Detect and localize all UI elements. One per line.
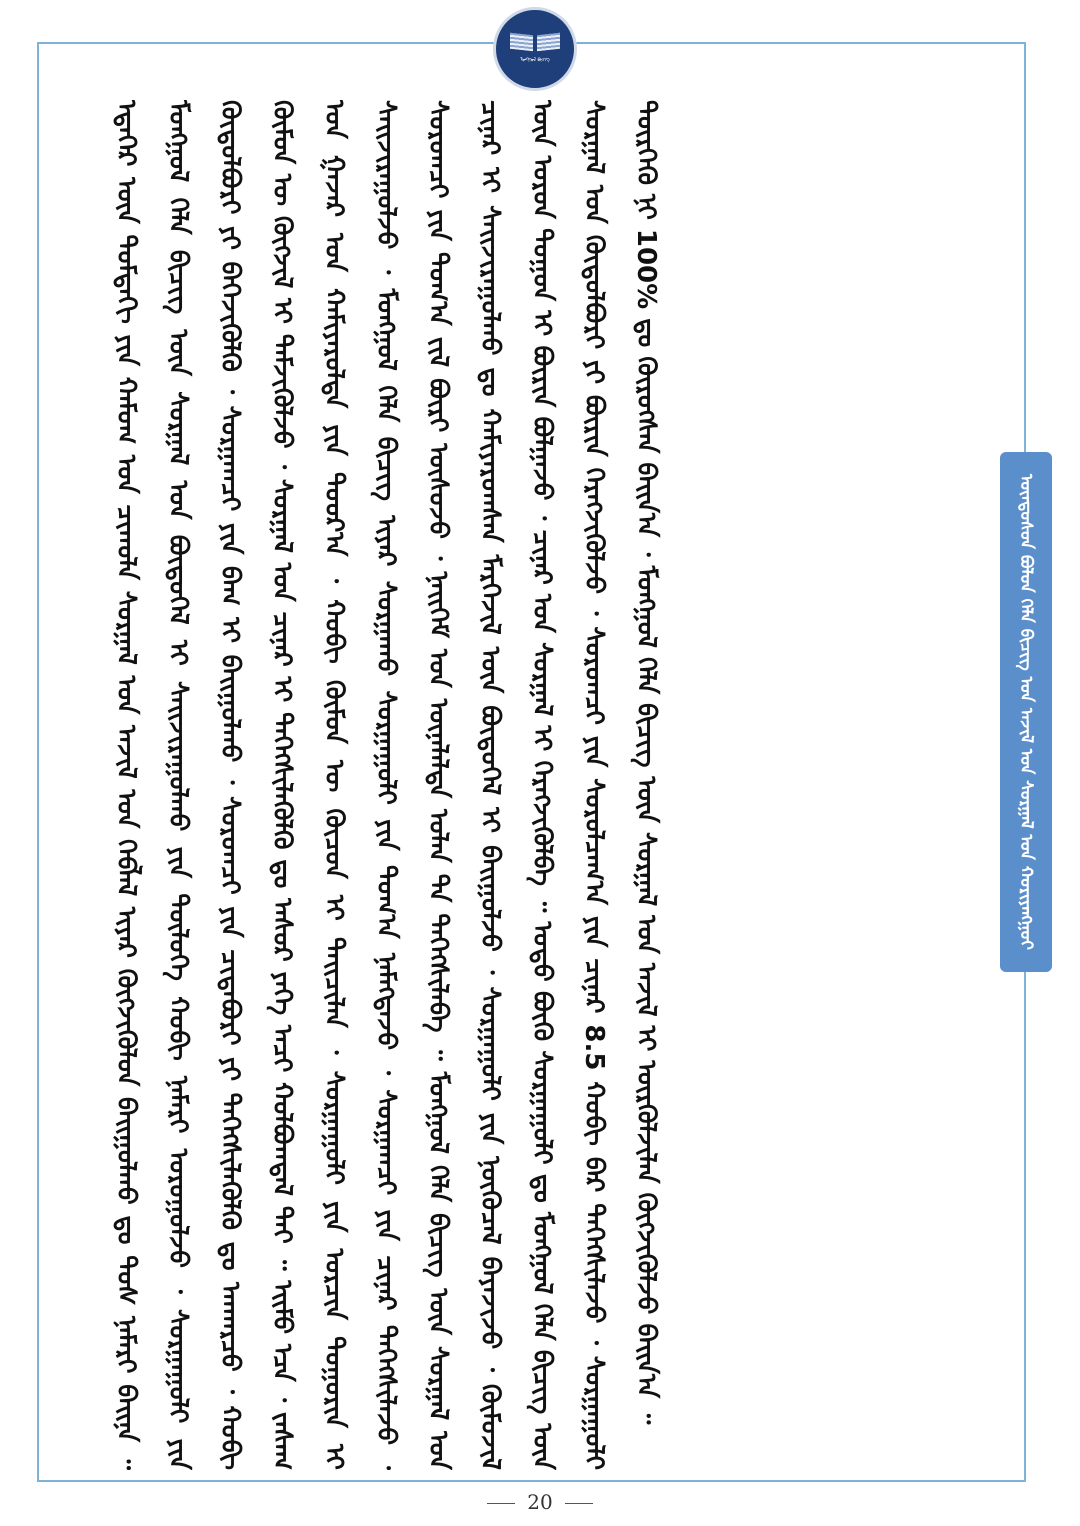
page-footer [0,1490,1080,1514]
page-number: 20 [527,1490,553,1514]
section-tab [1000,452,1052,972]
article-body: ᠡᠳᠡᠭᠡᠷ ᠦᠨ ᠳᠤᠮᠳᠠᠬᠢ ᠶᠢᠨ ᠬᠠᠮᠤᠭ ᠤᠨ ᠴᠢᠬᠤᠯᠠ ᠰᠤᠷᠭᠠᠯ ᠤᠨ ᠠᠵᠢᠯ ᠤᠨ ᠬᠡᠪᠯᠡᠯ ᠢᠶᠡᠷ ᠬᠥᠭᠵᠢᠭᠦᠯᠦᠨ ᠪᠠᠢᠭᠤᠯᠬᠤ ᠳᠤ ᠲᠤᠰ ᠨᠡᠮᠡᠷᠢ ᠪᠠᠢᠨᠠ ᠃ ᠮᠣᠩᠭᠣᠯ ᠬᠡᠯᠡ ᠪᠢᠴᠢᠭ ᠦᠨ ᠰᠤᠷᠭᠠᠯ ᠤᠨ ᠪᠦᠲᠦᠭᠡᠯ ᠢ ᠰᠠᠢᠵᠢᠷᠠᠭᠤᠯᠬᠤ ᠶᠢᠨ ᠲᠥᠯᠦᠭᠡ ᠬᠤᠪᠢ ᠨᠡᠮᠡᠷᠢ ᠣᠷᠤᠭᠤᠯᠵᠤ ᠂ ᠰᠤᠷᠭᠠᠭᠤᠯᠢ ᠶᠢᠨ ᠬᠥᠲᠥᠯᠪᠦᠷᠢ ᠶᠢ ᠪᠡᠬᠡᠵᠢᠭᠦᠯᠬᠦ ᠂ ᠰᠤᠷᠭᠠᠭᠴᠢ ᠶᠢᠨ ᠪᠠᠭ ᠢ ᠪᠠᠢᠭᠤᠯᠬᠤ ᠂ ᠰᠤᠷᠤᠭᠴᠢ ᠶᠢᠨ ᠴᠢᠳᠠᠪᠤᠷᠢ ᠶᠢ ᠳᠡᠭᠡᠭᠰᠢᠯᠡᠭᠦᠯᠬᠦ ᠳᠤ ᠠᠨᠬᠠᠷᠴᠤ ᠂ ᠬᠤᠪᠢ ᠬᠦᠮᠦᠨ ᠦ ᠬᠥᠭᠵᠢᠯ ᠢ ᠳᠡᠮᠵᠢᠭᠦᠯᠵᠦ ᠂ ᠰᠤᠷᠭᠠᠯ ᠤᠨ ᠴᠢᠨᠠᠷ ᠢ ᠳᠡᠭᠡᠭᠰᠢᠯᠡᠭᠦᠯᠬᠦ ᠳᠤ ᠠᠰᠤᠷ ᠶᠡᠬᠡ ᠠᠴᠢ ᠬᠤᠯᠪᠤᠭᠳᠠᠯ ᠲᠠᠢ ᠃ ᠡᠢᠮᠤ ᠡᠴᠡ ᠂ ᠵᠠᠰᠠᠭ ᠤᠨ ᠭᠠᠵᠠᠷ ᠤᠨ ᠬᠠᠮᠢᠶᠠᠷᠤᠯᠲᠠ ᠶᠢᠨ ᠳᠣᠣᠷ᠎ᠠ ᠂ ᠬᠤᠪᠢ ᠬᠦᠮᠦᠨ ᠦ ᠬᠦᠴᠦᠨ ᠢ ᠳᠠᠢᠴᠢᠯᠠᠨ ᠂ ᠰᠤᠷᠭᠠᠭᠤᠯᠢ ᠶᠢᠨ ᠣᠷᠴᠢᠨ ᠲᠣᠭᠣᠷᠢᠨ ᠢ ᠰᠠᠢᠵᠢᠷᠠᠭᠤᠯᠵᠤ ᠂ ᠮᠣᠩᠭᠣᠯ ᠬᠡᠯᠡ ᠪᠢᠴᠢᠭ ᠢᠶᠡᠷ ᠰᠤᠷᠭᠠᠬᠤ ᠰᠤᠷᠭᠠᠭᠤᠯᠢ ᠶᠢᠨ ᠲᠣᠭ᠎ᠠ ᠨᠡᠮᠡᠭᠳᠡᠵᠦ ᠂ ᠰᠤᠷᠭᠠᠭᠴᠢ ᠶᠢᠨ ᠴᠢᠨᠠᠷ ᠳᠡᠭᠡᠭᠰᠢᠯᠡᠵᠦ ᠂ ᠰᠤᠷᠤᠭᠴᠢ ᠶᠢᠨ ᠲᠣᠭ᠎ᠠ ᠵᠢᠯ ᠪᠦᠷᠢ ᠥᠰᠦᠵᠦ ᠂ ᠨᠡᠢᠭᠡᠮ ᠤᠨ ᠦᠨᠡᠯᠡᠯᠲᠡ ᠣᠯᠠᠨ ᠲᠠ ᠳᠡᠭᠡᠭᠰᠢᠯᠡᠪᠡ ᠃ ᠮᠣᠩᠭᠣᠯ ᠬᠡᠯᠡ ᠪᠢᠴᠢᠭ ᠦᠨ ᠰᠤᠷᠭᠠᠯ ᠤᠨ ᠴᠢᠨᠠᠷ ᠢ ᠰᠠᠢᠵᠢᠷᠠᠭᠤᠯᠬᠤ ᠳᠤ ᠬᠠᠮᠢᠶᠠᠷᠤᠭᠰᠠᠨ ᠮᠡᠷᠭᠡᠵᠢᠯ ᠦᠨ ᠪᠦᠲᠦᠭᠡᠯ ᠢ ᠪᠠᠢᠭᠤᠯᠵᠤ ᠂ ᠰᠤᠷᠭᠠᠭᠤᠯᠢ ᠶᠢᠨ ᠨᠥᠬᠦᠴᠡᠯ ᠪᠠᠶᠠᠵᠢᠵᠤ ᠂ ᠬᠦᠮᠦᠵᠢᠯ ᠦᠨ ᠣᠷᠤᠨ ᠲᠣᠭᠣᠨ ᠢ ᠪᠦᠷᠢᠨ ᠪᠣᠯᠭᠠᠵᠤ ᠂ ᠴᠢᠨᠠᠷ ᠤᠨ ᠰᠤᠷᠭᠠᠯ ᠢ ᠬᠡᠷᠡᠭᠵᠢᠭᠦᠯᠪᠡ ᠃ ᠣᠳᠣ ᠪᠦᠬᠦ ᠰᠤᠷᠭᠠᠭᠤᠯᠢ ᠳᠤ ᠮᠣᠩᠭᠣᠯ ᠬᠡᠯᠡ ᠪᠢᠴᠢᠭ ᠦᠨ ᠰᠤᠷᠭᠠᠯ ᠤᠨ ᠬᠥᠲᠥᠯᠪᠦᠷᠢ ᠶᠢ ᠪᠦᠷᠢᠨ ᠬᠡᠷᠡᠭᠵᠢᠭᠦᠯᠵᠦ ᠂ ᠰᠤᠷᠤᠭᠴᠢ ᠶᠢᠨ ᠰᠤᠷᠤᠯᠴᠠᠭ᠎ᠠ ᠶᠢᠨ ᠴᠢᠨᠠᠷ 8.5 ᠬᠤᠪᠢ ᠪᠡᠷ ᠳᠡᠭᠡᠭᠰᠢᠯᠡᠵᠦ ᠂ ᠰᠤᠷᠭᠠᠭᠤᠯᠢ ᠳᠦᠷᠭᠡᠬᠦ ᠨᠢ 100% ᠳᠤ ᠬᠦᠷᠦᠭᠰᠡᠨ ᠪᠠᠢᠨ᠎ᠠ ᠂ ᠮᠣᠩᠭᠣᠯ ᠬᠡᠯᠡ ᠪᠢᠴᠢᠭ ᠦᠨ ᠰᠤᠷᠭᠠᠯ ᠤᠨ ᠠᠵᠢᠯ ᠢ ᠦᠷᠭᠦᠯᠵᠢᠯᠡᠨ ᠬᠥᠭᠵᠢᠭᠦᠯᠵᠦ ᠪᠠᠢᠨ᠎ᠠ ᠃ [111,100,661,1470]
book-icon [510,34,560,52]
footer-dash-right [565,1503,593,1504]
logo-label: ᠮᠣᠩᠭᠣᠯ ᠪᠢᠴᠢᠭ [520,57,550,63]
section-title: ᠦᠨᠳᠦᠰᠦᠨ ᠪᠣᠯᠤᠨ ᠬᠡᠯᠡ ᠪᠢᠴᠢᠭ ᠤᠨ ᠠᠵᠢᠯ ᠤᠨ ᠰᠤᠷᠭᠠᠯ ᠤᠨ ᠬᠤᠷᠢᠶᠠᠩᠭᠤᠢ [1016,474,1036,950]
publication-logo [493,7,577,91]
footer-dash-left [487,1503,515,1504]
